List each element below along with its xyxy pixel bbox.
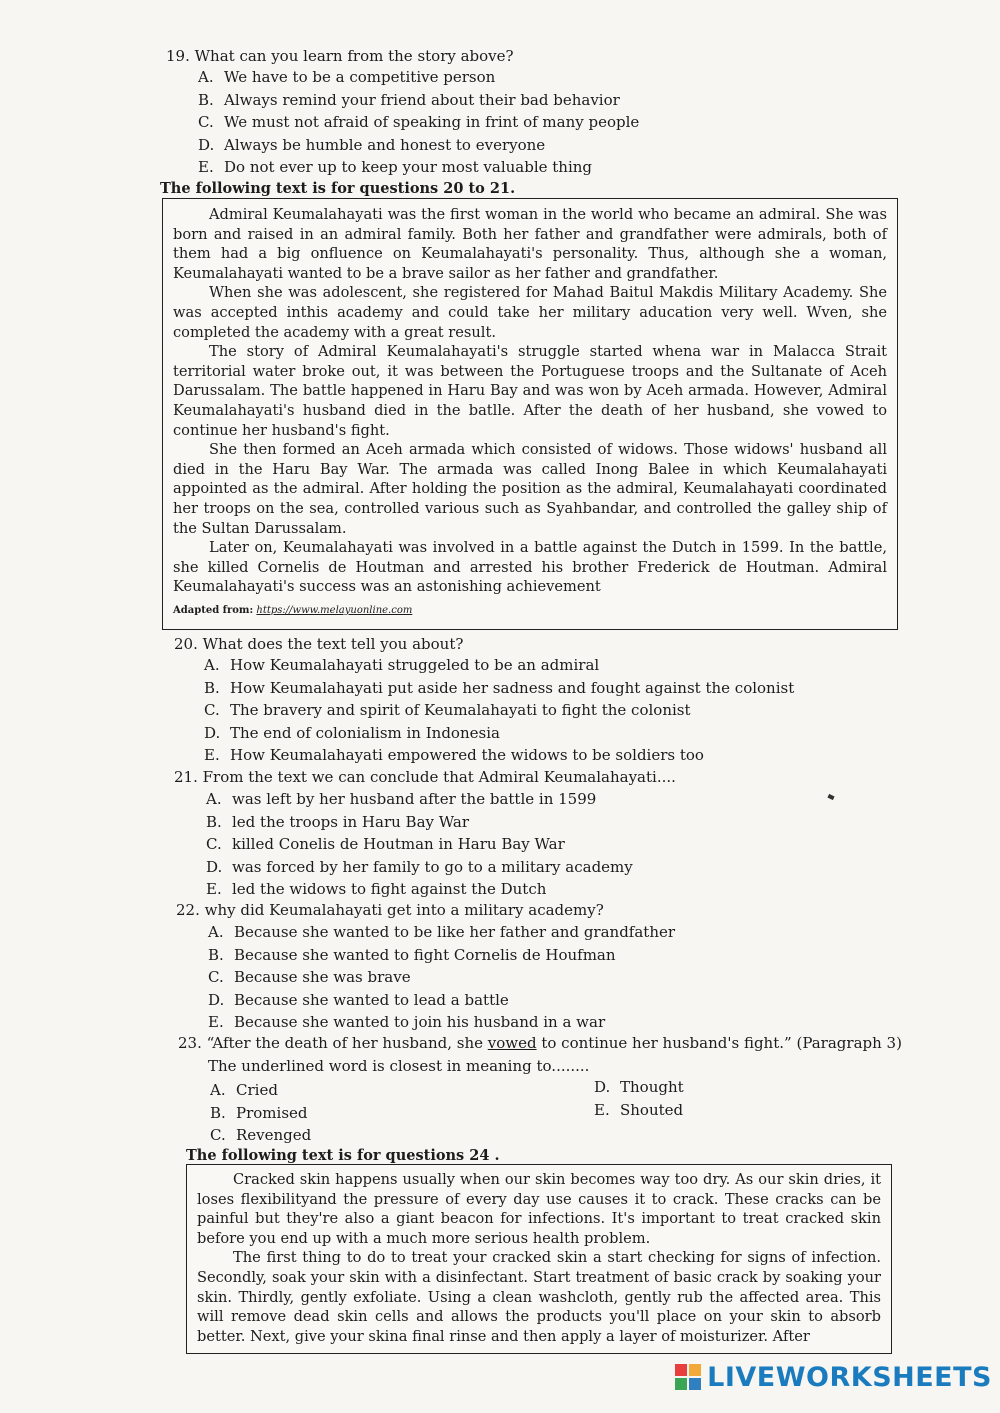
logo-tile bbox=[675, 1378, 687, 1390]
passage2-paragraph-1: Cracked skin happens usually when our skin becomes way too dry. As our skin dries, it loses flexibilityand the pressure of every day use causes it to crack. These cracks can be painful but they're also a giant beacon for infections. It's important to treat cracked skin before you end up with a much more serious health problem. bbox=[197, 1171, 881, 1247]
q23-option-c[interactable] bbox=[210, 1125, 311, 1145]
q23-option-b[interactable] bbox=[210, 1103, 308, 1123]
option-text: was forced by her family to go to a military academy bbox=[232, 857, 633, 876]
source-label: Adapted from: bbox=[173, 604, 254, 616]
option-letter: B. bbox=[210, 1103, 226, 1122]
q23-underlined-word: vowed bbox=[487, 1034, 537, 1052]
q23-quote-after: to continue her husband's fight.” bbox=[536, 1034, 792, 1052]
q20-option-b[interactable] bbox=[204, 678, 794, 698]
q20-option-d[interactable] bbox=[204, 723, 500, 743]
q21-question: 21. From the text we can conclude that Admiral Keumalahayati.... bbox=[174, 768, 676, 786]
stray-mark bbox=[827, 794, 834, 800]
passage2-box bbox=[186, 1164, 892, 1354]
option-text: Because she wanted to lead a battle bbox=[234, 990, 509, 1009]
option-letter: D. bbox=[208, 990, 225, 1009]
q23-option-a[interactable] bbox=[210, 1080, 278, 1100]
option-text: Always remind your friend about their bad behavior bbox=[224, 90, 620, 109]
passage1-heading: The following text is for questions 20 to 21. bbox=[160, 180, 516, 197]
option-text: How Keumalahayati struggeled to be an admiral bbox=[230, 656, 600, 674]
passage1-source bbox=[173, 605, 887, 616]
passage2-heading: The following text is for questions 24 . bbox=[186, 1147, 500, 1164]
option-text: Because she wanted to be like her father and grandfather bbox=[234, 923, 676, 941]
option-letter: B. bbox=[198, 90, 214, 109]
q22-option-e[interactable] bbox=[208, 1012, 605, 1032]
option-letter: C. bbox=[206, 835, 222, 853]
option-letter: C. bbox=[204, 701, 220, 719]
q23-instruction: The underlined word is closest in meaning to........ bbox=[208, 1057, 590, 1075]
q22-option-b[interactable] bbox=[208, 945, 616, 965]
option-letter: E. bbox=[208, 1013, 224, 1031]
logo-tile bbox=[675, 1364, 687, 1376]
option-text: Cried bbox=[236, 1081, 278, 1099]
passage1-paragraph-2: When she was adolescent, she registered for Mahad Baitul Makdis Military Academy. She was accepted inthis academy and could take her military aducation very well. Wven, she completed the academy with a great result. bbox=[173, 284, 887, 341]
option-text: led the widows to fight against the Dutch bbox=[232, 880, 547, 898]
option-text: Because she was brave bbox=[234, 968, 411, 986]
option-text: Because she wanted to join his husband in a war bbox=[234, 1013, 606, 1031]
option-text: We have to be a competitive person bbox=[224, 68, 496, 86]
q20-option-e[interactable] bbox=[204, 745, 704, 765]
option-letter: C. bbox=[198, 113, 214, 131]
q19-option-c[interactable] bbox=[198, 112, 639, 132]
passage2-paragraph-2: The first thing to do to treat your cracked skin a start checking for signs of infection. Secondly, soak your skin with a disinfectant. Start treatment of basic crack by soaking your skin. Thirdly, gently exfoliate. Using a clean washcloth, gently rub the affected area. This will remove dead skin cells and allows the products you'll place on your skin to absorb better. Next, give your skina final rinse and then apply a layer of moisturizer. After bbox=[197, 1249, 881, 1345]
logo-tile bbox=[689, 1378, 701, 1390]
option-letter: B. bbox=[204, 678, 220, 697]
option-letter: A. bbox=[208, 923, 224, 941]
option-text: Promised bbox=[236, 1103, 308, 1122]
q20-option-a[interactable] bbox=[204, 655, 599, 675]
q19-option-a[interactable] bbox=[198, 67, 495, 87]
option-text: Thought bbox=[620, 1078, 684, 1096]
option-text: was left by her husband after the battle in 1599 bbox=[232, 790, 597, 808]
q19-option-e[interactable] bbox=[198, 157, 592, 177]
q23-option-e[interactable] bbox=[594, 1100, 683, 1120]
q19-question: 19. What can you learn from the story above? bbox=[166, 47, 514, 65]
passage1-paragraph-4: She then formed an Aceh armada which consisted of widows. Those widows' husband all died in the Haru Bay War. The armada was called Inong Balee in which Keumalahayati appointed as the admiral. After holding the position as the admiral, Keumalahayati coordinated her troops on the sea, controlled various such as Syahbandar, and controlled the galley ship of the Sultan Darussalam. bbox=[173, 441, 887, 537]
q21-option-c[interactable] bbox=[206, 834, 565, 854]
option-letter: E. bbox=[594, 1100, 610, 1119]
liveworksheets-brand-text: LIVEWORKSHEETS bbox=[707, 1361, 992, 1393]
option-letter: C. bbox=[208, 968, 224, 986]
option-text: Do not ever up to keep your most valuable thing bbox=[224, 158, 593, 176]
q22-option-d[interactable] bbox=[208, 990, 509, 1010]
option-text: We must not afraid of speaking in frint of many people bbox=[224, 113, 640, 131]
q23-question bbox=[178, 1033, 902, 1053]
q23-number: 23. bbox=[178, 1034, 202, 1052]
option-letter: A. bbox=[210, 1081, 226, 1099]
option-text: Revenged bbox=[236, 1126, 312, 1144]
option-text: How Keumalahayati put aside her sadness and fought against the colonist bbox=[230, 678, 795, 697]
option-letter: E. bbox=[204, 746, 220, 764]
q22-option-c[interactable] bbox=[208, 967, 411, 987]
option-letter: B. bbox=[206, 812, 222, 831]
option-letter: A. bbox=[206, 790, 222, 808]
passage1-box bbox=[162, 198, 898, 630]
liveworksheets-logo-icon bbox=[675, 1364, 701, 1390]
option-letter: D. bbox=[204, 723, 221, 742]
q19-option-b[interactable] bbox=[198, 90, 620, 110]
q21-option-b[interactable] bbox=[206, 812, 469, 832]
option-letter: D. bbox=[206, 857, 223, 876]
q21-option-e[interactable] bbox=[206, 879, 546, 899]
source-link[interactable]: https://www.melayuonline.com bbox=[256, 604, 413, 616]
option-text: The bravery and spirit of Keumalahayati to fight the colonist bbox=[230, 701, 691, 719]
option-letter: A. bbox=[204, 656, 220, 674]
option-letter: A. bbox=[198, 68, 214, 86]
q23-paragraph-ref: (Paragraph 3) bbox=[796, 1034, 902, 1052]
passage1-paragraph-1: Admiral Keumalahayati was the first woman in the world who became an admiral. She was born and raised in an admiral family. Both her father and grandfather were admirals, both of them had a big onfluence on Keumalahayati's personality. Thus, although she a woman, Keumalahayati wanted to be a brave sailor as her father and grandfather. bbox=[173, 206, 887, 282]
liveworksheets-logo[interactable] bbox=[675, 1357, 992, 1397]
option-text: Because she wanted to fight Cornelis de Houfman bbox=[234, 945, 616, 964]
logo-tile bbox=[689, 1364, 701, 1376]
q21-option-d[interactable] bbox=[206, 857, 633, 877]
q22-question: 22. why did Keumalahayati get into a military academy? bbox=[176, 901, 604, 919]
q23-quote-before: “After the death of her husband, she bbox=[206, 1034, 488, 1052]
option-letter: E. bbox=[206, 880, 222, 898]
passage1-paragraph-3: The story of Admiral Keumalahayati's struggle started whena war in Malacca Strait territorial water broke out, it was between the Portuguese troops and the Sultanate of Aceh Darussalam. The battle happened in Haru Bay and was won by Aceh armada. However, Admiral Keumalahayati's husband died in the batlle. After the death of her husband, she vowed to continue her husband's fight. bbox=[173, 343, 887, 439]
option-text: killed Conelis de Houtman in Haru Bay War bbox=[232, 835, 565, 853]
option-text: led the troops in Haru Bay War bbox=[232, 812, 469, 831]
q20-question: 20. What does the text tell you about? bbox=[174, 635, 464, 653]
q21-option-a[interactable] bbox=[206, 789, 596, 809]
option-letter: D. bbox=[594, 1078, 611, 1096]
q20-option-c[interactable] bbox=[204, 700, 691, 720]
option-text: The end of colonialism in Indonesia bbox=[230, 723, 500, 742]
option-letter: D. bbox=[198, 135, 215, 154]
option-letter: C. bbox=[210, 1126, 226, 1144]
passage1-paragraph-5: Later on, Keumalahayati was involved in a battle against the Dutch in 1599. In the battle, she killed Cornelis de Houtman and arrested his brother Frederick de Houtman. Admiral Keumalahayati's success was an astonishing achievement bbox=[173, 539, 887, 596]
option-text: How Keumalahayati empowered the widows to be soldiers too bbox=[230, 746, 704, 764]
q19-option-d[interactable] bbox=[198, 135, 545, 155]
option-letter: B. bbox=[208, 945, 224, 964]
option-text: Always be humble and honest to everyone bbox=[224, 135, 546, 154]
q23-option-d[interactable] bbox=[594, 1077, 684, 1097]
option-text: Shouted bbox=[620, 1100, 684, 1119]
q22-option-a[interactable] bbox=[208, 922, 675, 942]
option-letter: E. bbox=[198, 158, 214, 176]
